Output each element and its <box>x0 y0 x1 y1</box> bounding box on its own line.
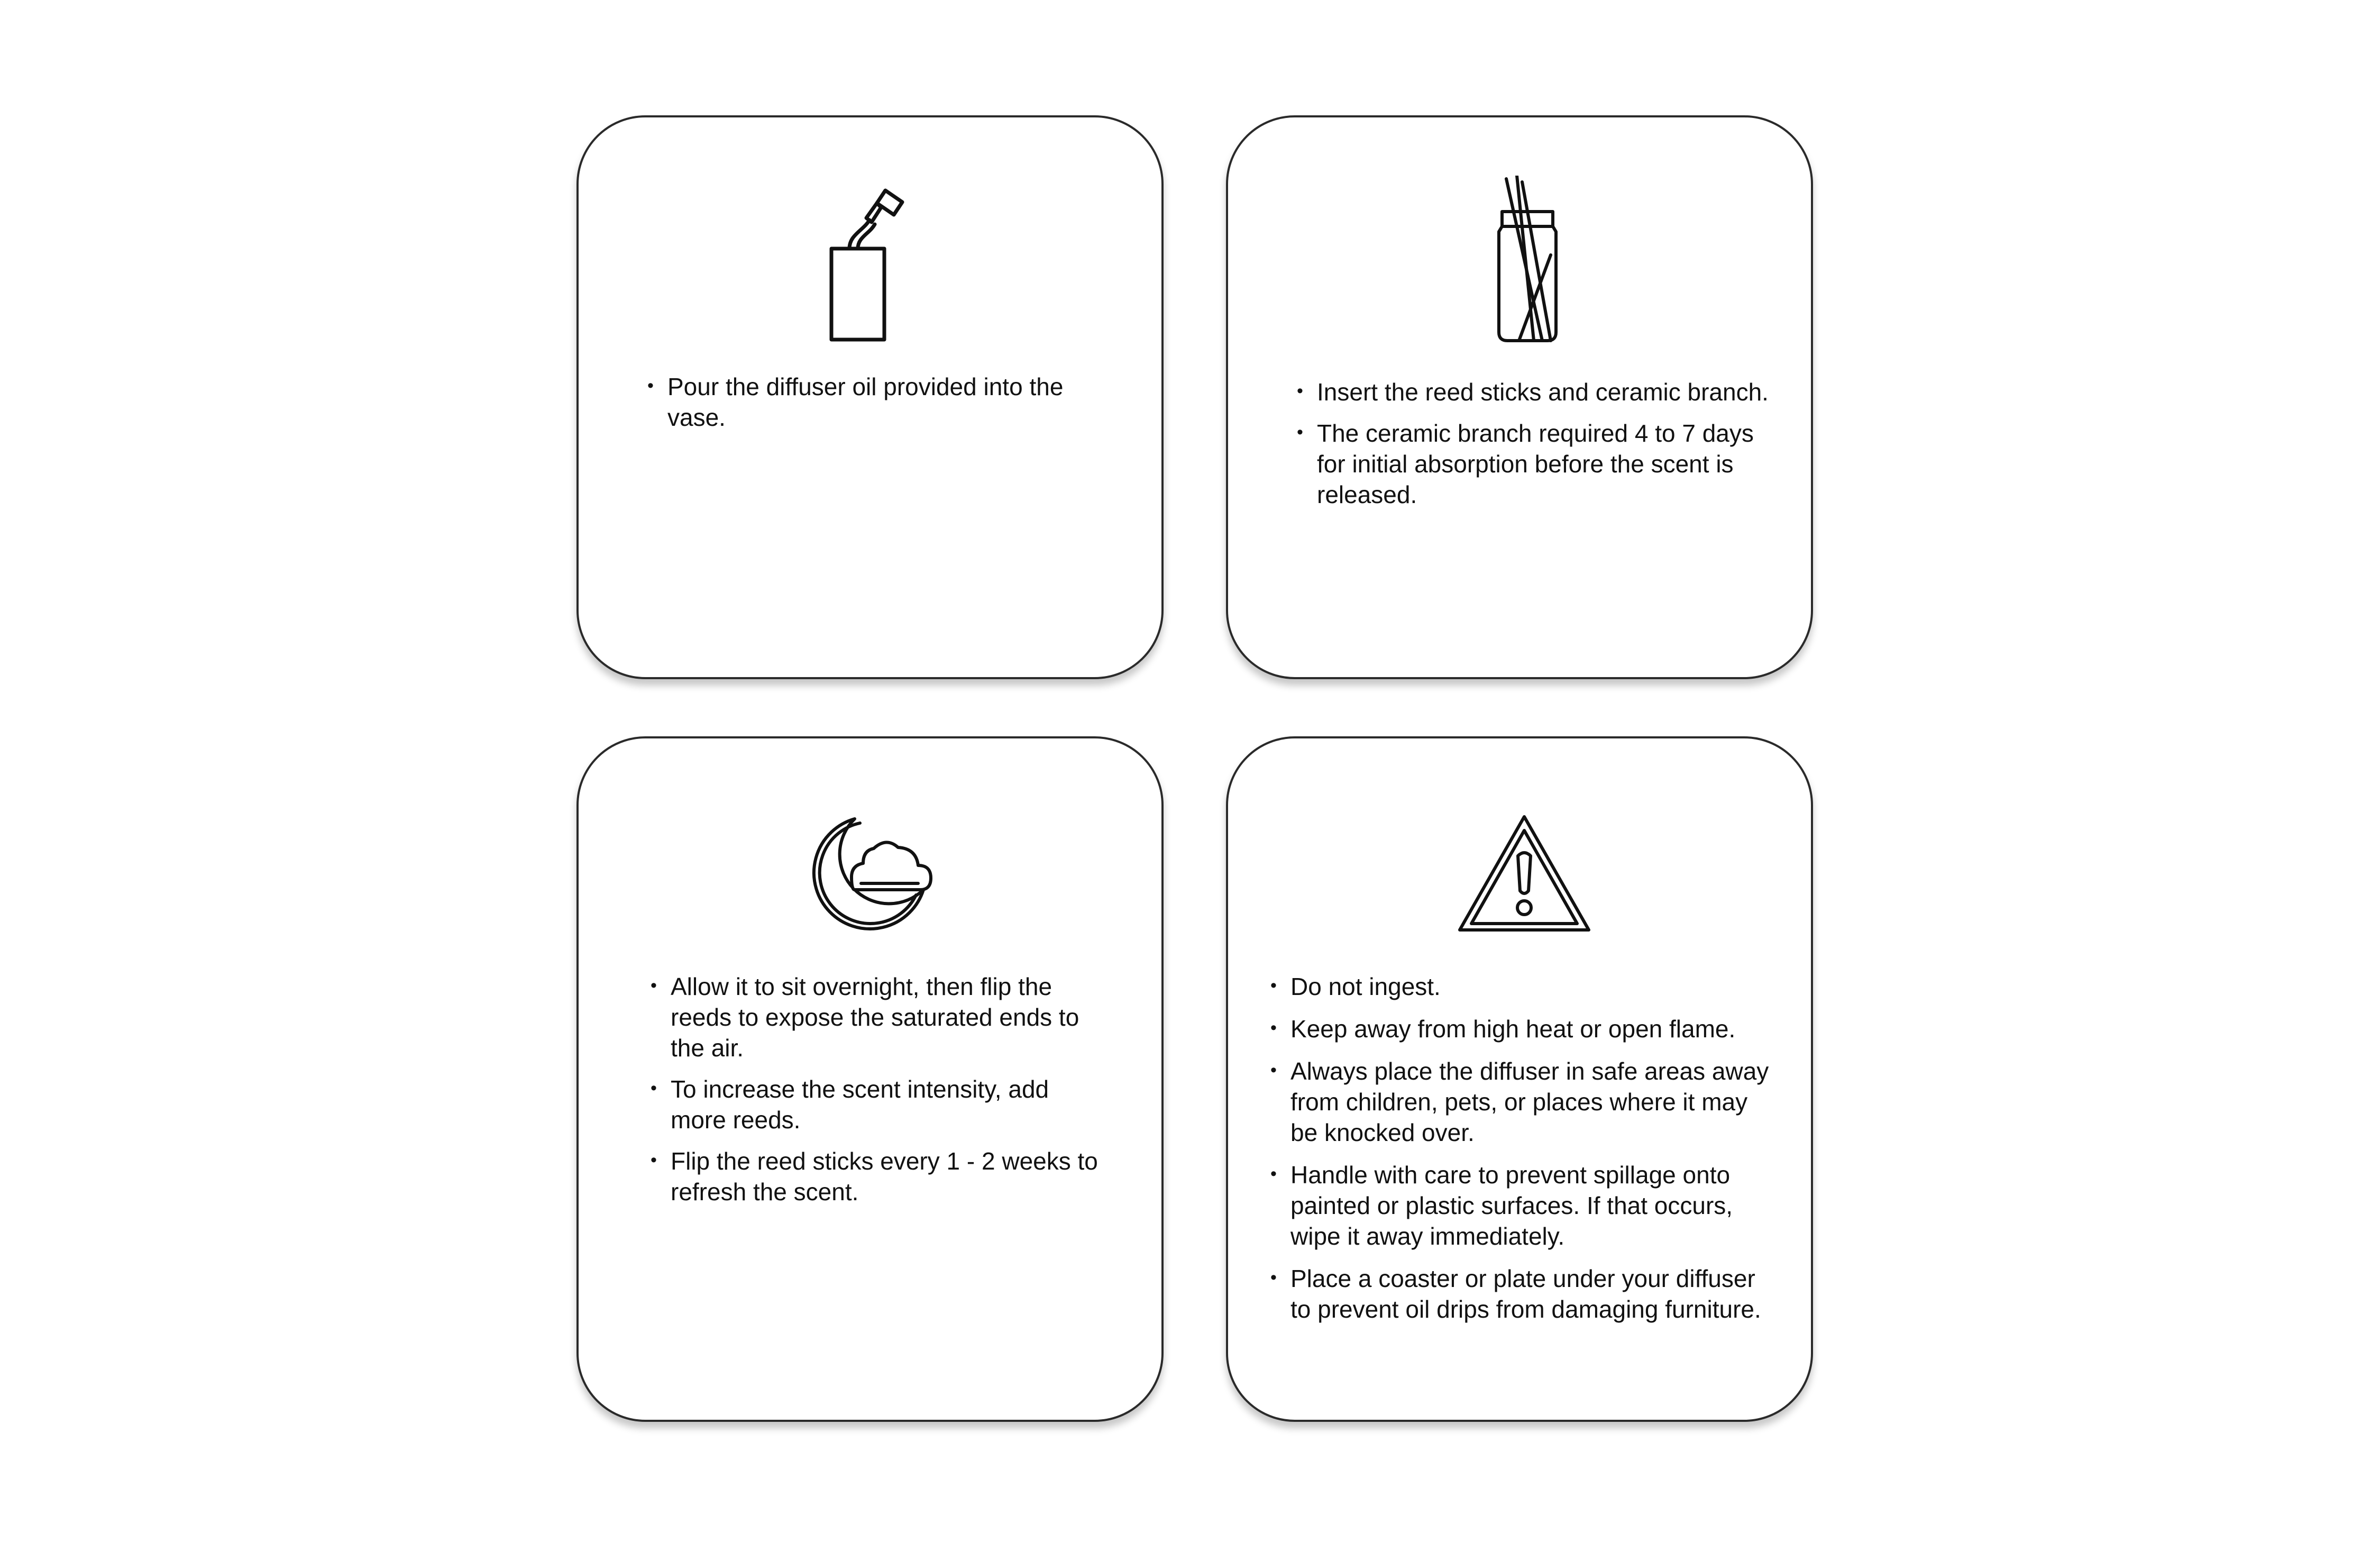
list-item: • Keep away from high heat or open flame. <box>1270 1014 1778 1044</box>
list-item: • Insert the reed sticks and ceramic branch. <box>1297 377 1773 407</box>
list-item: • Pour the diffuser oil provided into the vase. <box>647 371 1102 433</box>
list-item: • Place a coaster or plate under your diffuser to prevent oil drips from damaging furniture. <box>1270 1263 1778 1325</box>
instruction-list <box>647 371 1102 443</box>
instruction-card-reeds <box>1226 115 1813 679</box>
list-item: • Flip the reed sticks every 1 - 2 weeks to refresh the scent. <box>651 1146 1105 1207</box>
instruction-list <box>1297 377 1773 521</box>
moon-cloud-icon <box>806 810 933 937</box>
reed-jar-icon <box>1487 176 1572 350</box>
list-item: • To increase the scent intensity, add more reeds. <box>651 1074 1105 1135</box>
list-item: • Do not ingest. <box>1270 971 1778 1002</box>
instruction-list <box>651 971 1105 1218</box>
warning-triangle-icon <box>1456 812 1593 939</box>
pour-bottle-icon <box>822 176 912 345</box>
instruction-list <box>1270 971 1778 1336</box>
list-item: • Handle with care to prevent spillage onto painted or plastic surfaces. If that occurs, wipe it away immediately. <box>1270 1159 1778 1252</box>
list-item: • Always place the diffuser in safe areas away from children, pets, or places where it may be knocked over. <box>1270 1056 1778 1148</box>
instruction-card-overnight <box>576 736 1164 1422</box>
list-item: • Allow it to sit overnight, then flip the reeds to expose the saturated ends to the air. <box>651 971 1105 1063</box>
list-item: • The ceramic branch required 4 to 7 days for initial absorption before the scent is released. <box>1297 418 1773 510</box>
instruction-card-warnings <box>1226 736 1813 1422</box>
instruction-card-pour <box>576 115 1164 679</box>
